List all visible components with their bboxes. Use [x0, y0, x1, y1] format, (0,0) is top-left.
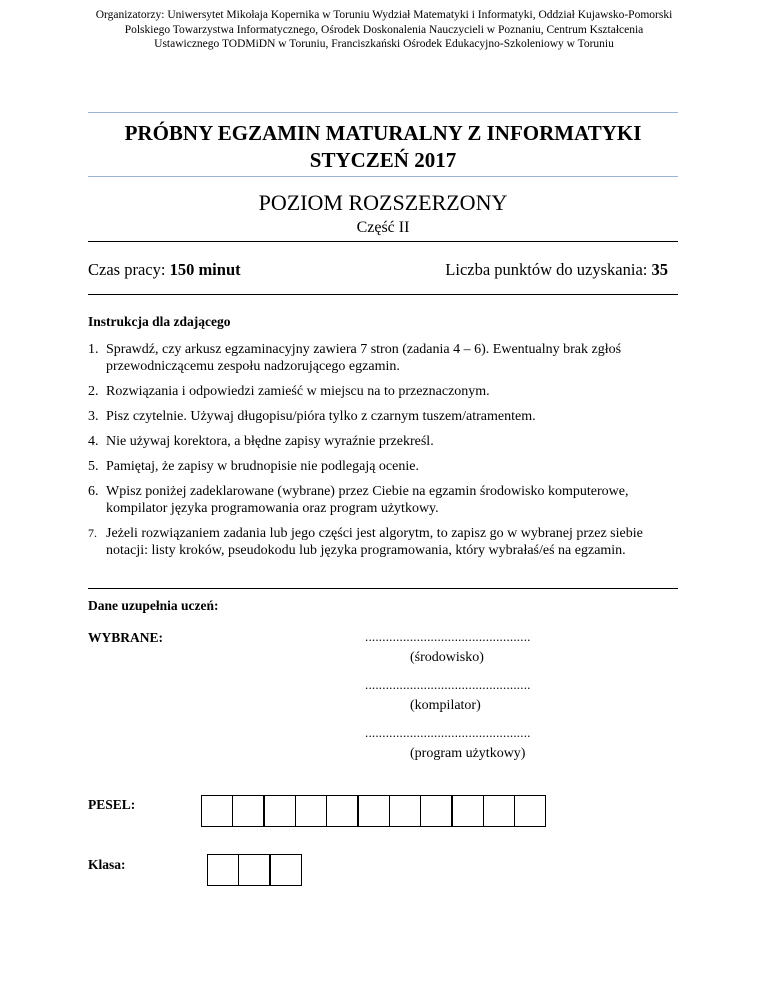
- application-label: (program użytkowy): [410, 746, 526, 761]
- title-bottom-rule: [88, 176, 678, 177]
- exam-info-row: [88, 260, 678, 280]
- time-value: 150 minut: [169, 260, 241, 279]
- exam-title: [88, 120, 678, 174]
- pesel-digit-box[interactable]: [232, 795, 265, 827]
- student-section-rule: [88, 588, 678, 589]
- pesel-boxes: [202, 795, 546, 827]
- points-info: [445, 260, 668, 280]
- compiler-field[interactable]: ................................................: [365, 677, 531, 692]
- pesel-digit-box[interactable]: [483, 795, 516, 827]
- exam-title-line2: STYCZEŃ 2017: [309, 148, 457, 172]
- application-field[interactable]: ................................................: [365, 725, 531, 740]
- instruction-item: 3. Pisz czytelnie. Używaj długopisu/pióra tylko z czarnym tuszem/atramentem.: [88, 409, 536, 424]
- level-rule: [88, 241, 678, 242]
- pesel-digit-box[interactable]: [514, 795, 547, 827]
- student-data-heading: Dane uzupełnia uczeń:: [88, 598, 219, 613]
- pesel-digit-box[interactable]: [420, 795, 453, 827]
- instruction-item: 2. Rozwiązania i odpowiedzi zamieść w miejscu na to przeznaczonym.: [88, 384, 490, 399]
- pesel-digit-box[interactable]: [389, 795, 422, 827]
- class-label: Klasa:: [88, 857, 126, 872]
- class-char-box[interactable]: [269, 854, 302, 886]
- environment-label: (środowisko): [410, 650, 484, 665]
- instructions-heading: Instrukcja dla zdającego: [88, 314, 231, 329]
- class-char-box[interactable]: [207, 854, 240, 886]
- points-value: 35: [651, 260, 668, 279]
- instruction-item: 5. Pamiętaj, że zapisy w brudnopisie nie podlegają ocenie.: [88, 459, 419, 474]
- compiler-label: (kompilator): [410, 698, 481, 713]
- class-char-box[interactable]: [238, 854, 271, 886]
- points-label: Liczba punktów do uzyskania:: [445, 260, 652, 279]
- instruction-item: 6. Wpisz poniżej zadeklarowane (wybrane) przez Ciebie na egzamin środowisko komputerowe, kompilator języka programowania oraz program użytkowy.: [88, 484, 629, 516]
- pesel-label: PESEL:: [88, 797, 136, 812]
- pesel-digit-box[interactable]: [357, 795, 390, 827]
- pesel-digit-box[interactable]: [451, 795, 484, 827]
- pesel-digit-box[interactable]: [263, 795, 296, 827]
- instruction-item: 1. Sprawdź, czy arkusz egzaminacyjny zawiera 7 stron (zadania 4 – 6). Ewentualny brak zgłoś przewodniczącemu zespołu nadzorującego egzamin.: [88, 342, 622, 374]
- time-label: Czas pracy:: [88, 260, 170, 279]
- class-boxes: [208, 854, 302, 886]
- instruction-item: 4. Nie używaj korektora, a błędne zapisy wyraźnie przekreśl.: [88, 434, 434, 449]
- part-name: Część II: [356, 219, 410, 236]
- pesel-digit-box[interactable]: [326, 795, 359, 827]
- pesel-digit-box[interactable]: [295, 795, 328, 827]
- selected-label: WYBRANE:: [88, 630, 164, 645]
- pesel-digit-box[interactable]: [201, 795, 234, 827]
- instructions-list: [88, 341, 678, 567]
- organizers-text: Organizatorzy: Uniwersytet Mikołaja Kopernika w Toruniu Wydział Matematyki i Informatyki, Oddział Kujawsko-Pomorski Polskiego Towarzystwa Informatycznego, Ośrodek Doskonalenia Nauczycieli w Poznaniu, Centrum Kształcenia Ustawicznego TODMiDN w Toruniu, Franciszkański Ośrodek Edukacyjno-Szkoleniowy w Toruniu: [95, 9, 673, 50]
- info-rule: [88, 294, 678, 295]
- level-name: POZIOM ROZSZERZONY: [258, 190, 508, 215]
- instruction-item: 7. Jeżeli rozwiązaniem zadania lub jego części jest algorytm, to zapisz go w wybranej przez siebie notacji: listy kroków, pseudokodu lub języka programowania, który wybrałaś/eś na egzamin.: [88, 526, 643, 558]
- environment-field[interactable]: ................................................: [365, 629, 531, 644]
- title-top-rule: [88, 112, 678, 113]
- exam-title-line1: PRÓBNY EGZAMIN MATURALNY Z INFORMATYKI: [124, 121, 642, 145]
